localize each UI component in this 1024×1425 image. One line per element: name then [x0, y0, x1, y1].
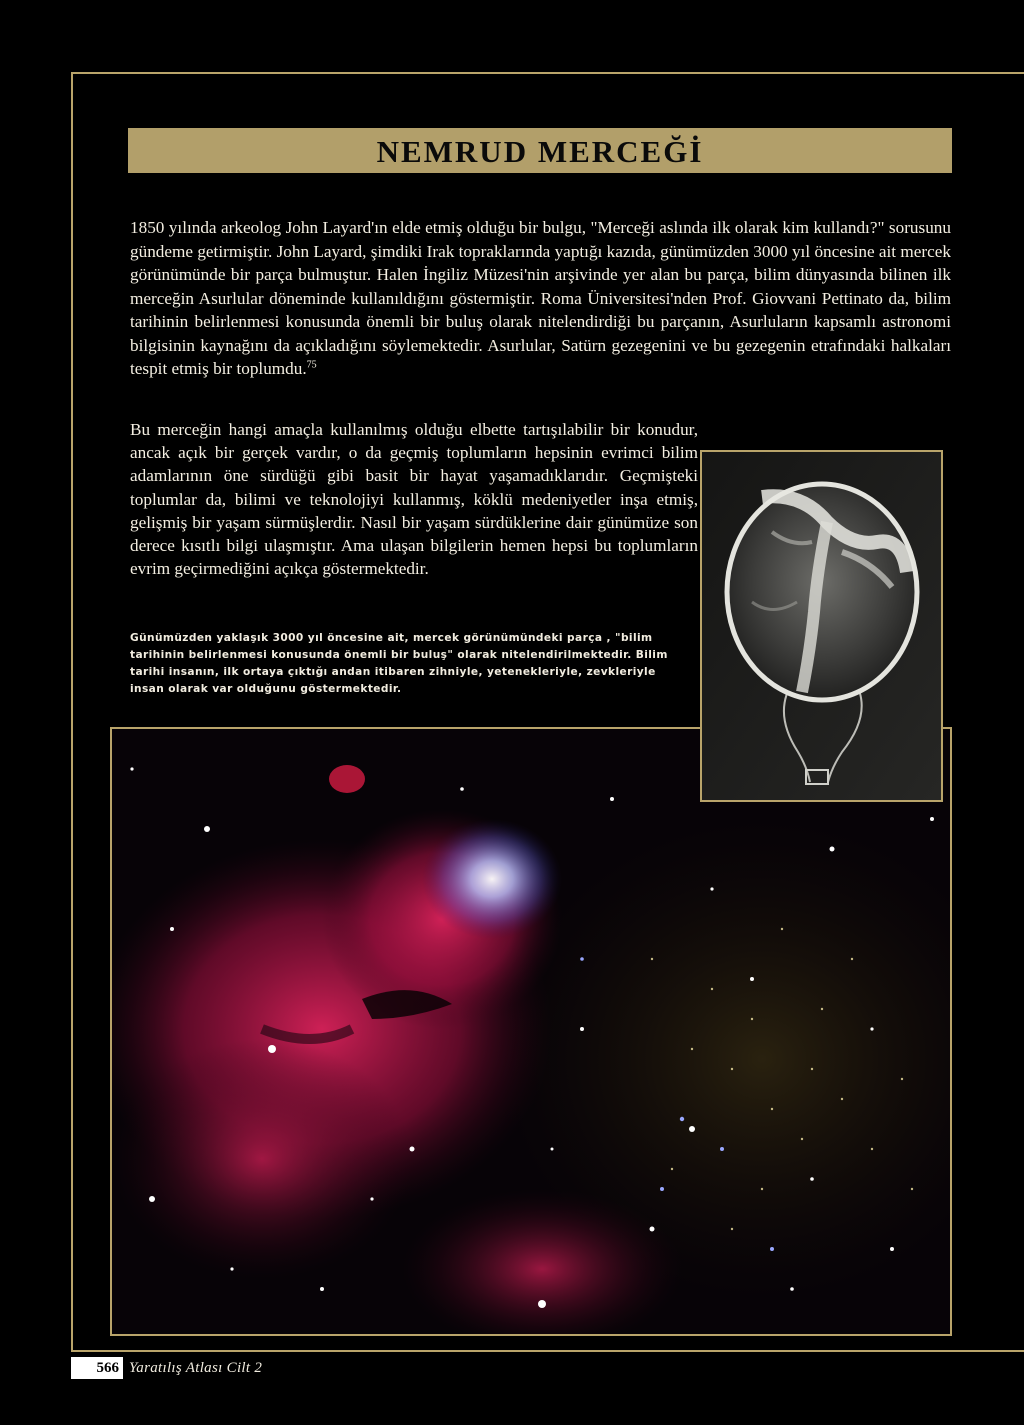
- nebula-photo: [110, 727, 952, 1336]
- paragraph-1: [130, 216, 951, 381]
- lens-illustration: [702, 452, 941, 800]
- footnote-reference: 75: [306, 359, 317, 371]
- nebula-illustration: [112, 729, 950, 1334]
- page-footer: [71, 1356, 262, 1380]
- paragraph-2-text: Bu merceğin hangi amaçla kullanılmış olduğu elbette tartışılabilir bir konudur, ancak açık bir gerçek vardır, o da geçmiş toplumların hepsinin evrimci bilim adamlarının öne sürdüğü gibi basit bir hayat yaşamadıklarıdır. Geçmişteki toplumlar da, bilimi ve teknolojiyi kullanmış, köklü medeniyetler inşa etmiş, gelişmiş bir yaşam sürmüşlerdir. Nasıl bir yaşam sürdüklerine dair günümüze son derece kısıtlı bilgi ulaşmıştır. Ama ulaşan bilgilerin hemen hepsi bu toplumların evrim geçirmediğini açıkça göstermektedir.: [130, 420, 698, 579]
- title-banner: [128, 128, 952, 173]
- image-caption: Günümüzden yaklaşık 3000 yıl öncesine ait, mercek görünümündeki parça , "bilim tarihinin belirlenmesi konusunda önemli bir buluş" olarak nitelendirilmektedir. Bilim tarihi insanın, ilk ortaya çıktığı andan itibaren zihniyle, yetenekleriyle, zevkleriyle insan olarak var olduğunu göstermektedir.: [130, 632, 668, 695]
- nimrud-lens-photo: [700, 450, 943, 802]
- book-title: Yaratılış Atlası Cilt 2: [129, 1359, 263, 1376]
- page-number: 566: [71, 1357, 123, 1379]
- page-title: NEMRUD MERCEĞİ: [376, 133, 704, 169]
- paragraph-1-text: 1850 yılında arkeolog John Layard'ın elde etmiş olduğu bir bulgu, "Merceği aslında ilk olarak kim kullandı?" sorusunu gündeme getirmiştir. John Layard, şimdiki Irak topraklarında yaptığı kazıda, günümüzden 3000 yıl öncesine ait mercek görünümünde bir parça bulmuştur. Halen İngiliz Müzesi'nin arşivinde yer alan bu parça, bilim dünyasında bilinen ilk merceğin Asurlular döneminde kullanıldığını göstermiştir. Roma Üniversitesi'nden Prof. Giovvani Pettinato da, bilim tarihinin belirlenmesi konusunda önemli bir buluş olarak nitelendirdiği bu parçanın, Asurluların kapsamlı astronomi bilgisinin kaynağını da açıkladığını söylemektedir. Asurlular, Satürn gezegenini ve bu gezegenin etrafındaki halkaları tespit etmiş bir toplumdu.: [130, 218, 951, 378]
